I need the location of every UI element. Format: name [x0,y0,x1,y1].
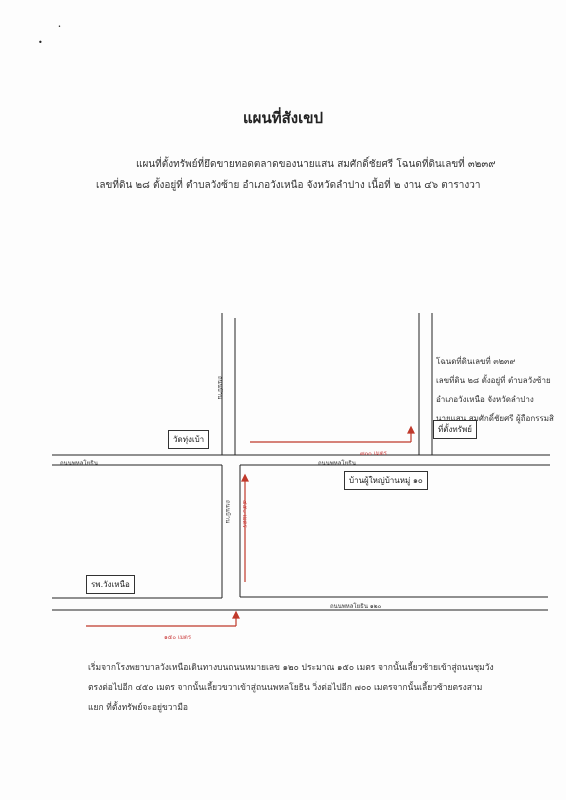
road-label-phahonyothin-left: ถนนพหลโยธิน [60,460,98,467]
deed-info-line: อำเภอวังเหนือ จังหวัดลำปาง [436,395,534,404]
hospital-label: รพ.วังเหนือ [86,575,135,594]
page-title: แผนที่สังเขป [243,109,323,127]
route-arrowhead-1 [233,612,239,618]
distance-700-label: ๗๐๐ เมตร [360,450,387,457]
speck: • [58,24,61,30]
route-arrowhead-3 [408,427,414,433]
route-arrowhead-2 [242,475,248,481]
village-head-label: บ้านผู้ใหญ่บ้านหมู่ ๑๐ [344,471,428,490]
directions-line-1: เริ่มจากโรงพยาบาลวังเหนือเดินทางบนถนนหมายเลข ๑๒๐ ประมาณ ๑๕๐ เมตร จากนั้นเลี้ยวซ้ายเข้าสู่ถนนชุมวัง [88,663,494,673]
deed-info-line: โฉนดที่ดินเลขที่ ๓๒๓๙ [436,357,516,366]
deed-info-line: นายแสน สมศักดิ์ชัยศรี ผู้ถือกรรมสิ [436,414,554,423]
subtitle-line-1: แผนที่ตั้งทรัพย์ที่ยึดขายทอดตลาดของนายแสน สมศักดิ์ชัยศรี โฉนดที่ดินเลขที่ ๓๒๓๙ [136,159,496,170]
speck: • [38,38,43,47]
property-label: ที่ตั้งทรัพย์ [433,420,477,439]
road-label-120: ถนนพหลโยธิน ๑๒๐ [330,603,382,610]
temple-label: วัดทุ่งเบ้า [168,430,209,449]
road-label-phahonyothin-right: ถนนพหลโยธิน [318,460,356,467]
directions-line-2: ตรงต่อไปอีก ๔๕๐ เมตร จากนั้นเลี้ยวขวาเข้าสู่ถนนพหลโยธิน วิ่งต่อไปอีก ๗๐๐ เมตรจากนั้นเลี้ยวซ้ายตรงสาม [88,683,483,693]
distance-150-label: ๑๕๐ เมตร [164,634,192,641]
distance-450-label: ๔๕๐ เมตร [241,500,248,528]
subtitle-line-2: เลขที่ดิน ๒๘ ตั้งอยู่ที่ ตำบลวังซ้าย อำเภอวังเหนือ จังหวัดลำปาง เนื้อที่ ๒ งาน ๔๖ ตารางวา [96,180,481,191]
road-label-south: ถนนบ้าน [224,500,231,524]
road-label-north: ถนนบ้าน [216,376,223,400]
deed-info [436,352,554,428]
directions-line-3: แยก ที่ตั้งทรัพย์จะอยู่ขวามือ [88,703,189,713]
deed-info-line: เลขที่ดิน ๒๘ ตั้งอยู่ที่ ตำบลวังซ้าย [436,376,551,385]
